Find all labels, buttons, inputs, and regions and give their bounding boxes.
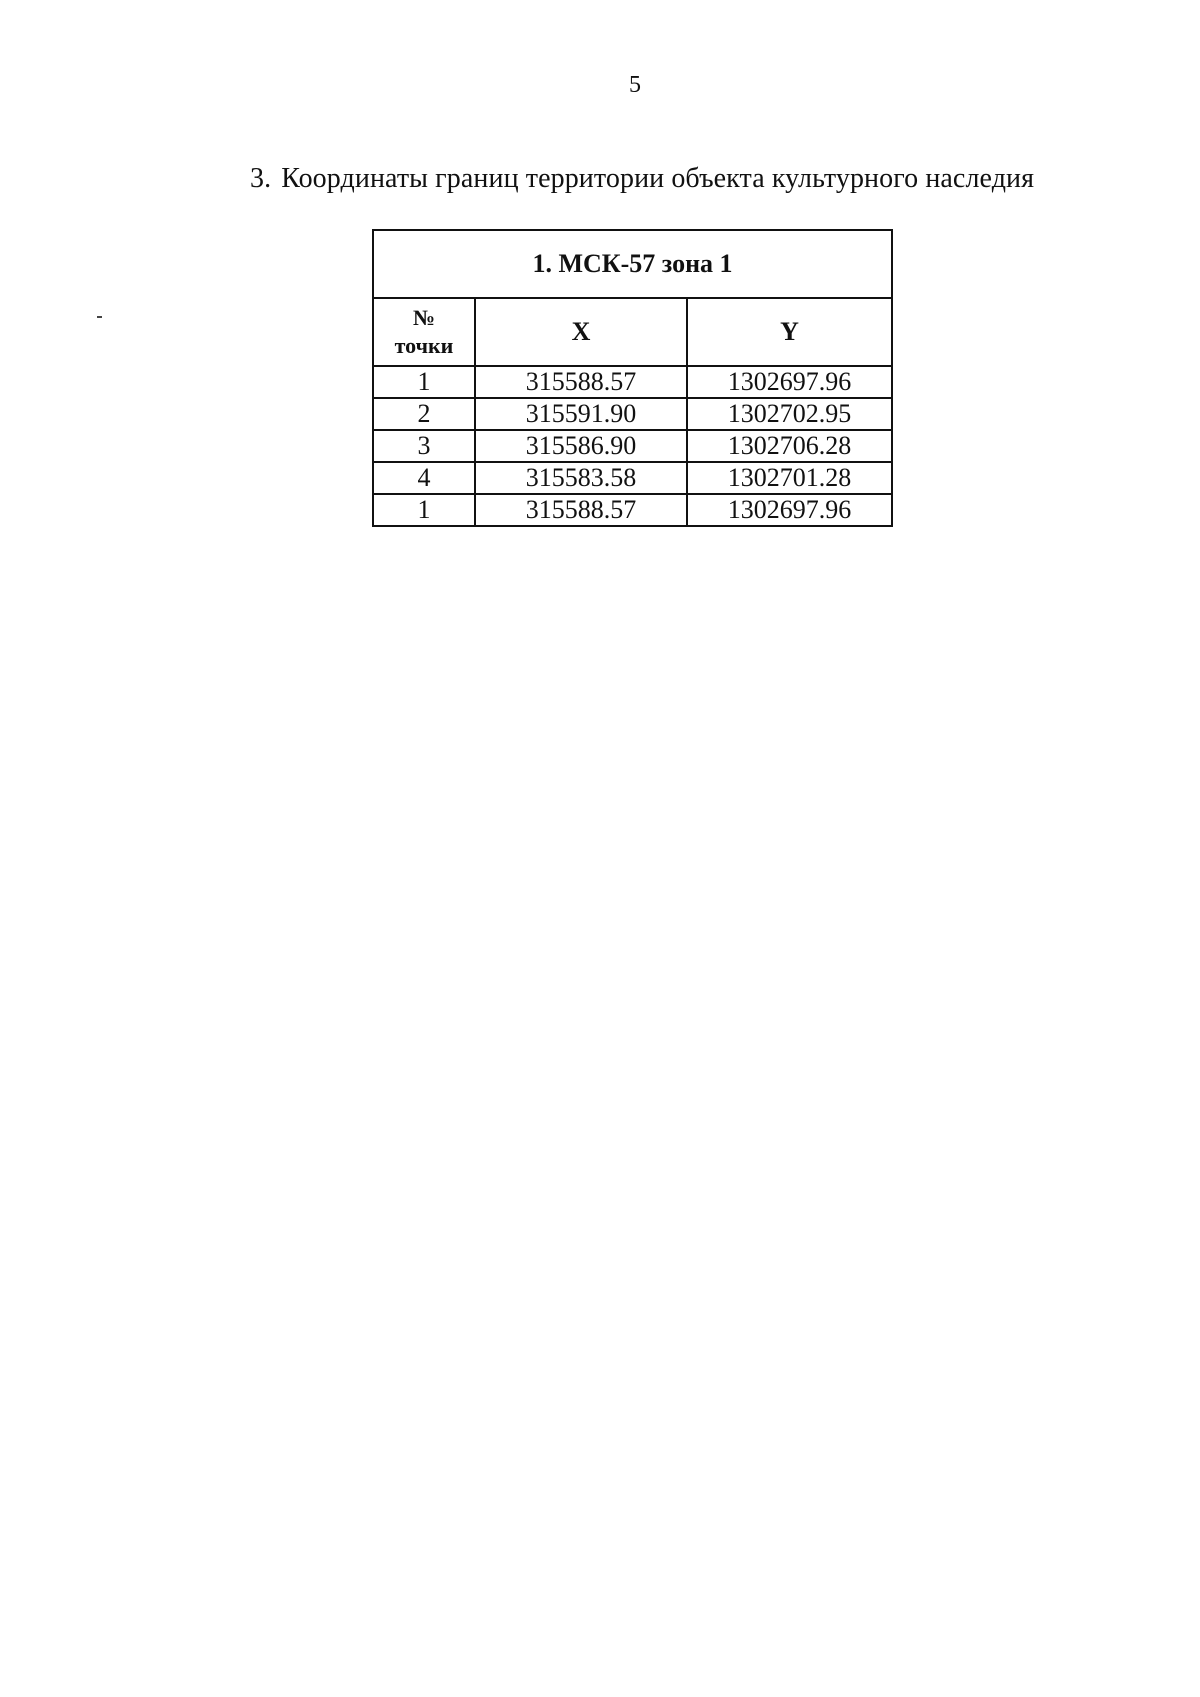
x-coordinate-cell: 315586.90 [475,430,687,462]
table-header-row [373,298,892,366]
point-number-cell: 1 [373,494,475,526]
header-point-number-symbol: № [412,305,436,330]
x-coordinate-cell: 315588.57 [475,494,687,526]
table-row [373,462,892,494]
x-coordinate-cell: 315588.57 [475,366,687,398]
table-row [373,398,892,430]
header-point-number-label: точки [394,333,454,358]
table-row [373,430,892,462]
y-coordinate-cell: 1302697.96 [687,494,892,526]
point-number-cell: 1 [373,366,475,398]
section-number: 3. [250,163,272,194]
table-row [373,494,892,526]
header-x: X [475,298,687,366]
page-number: 5 [629,72,641,98]
section-heading [250,163,1034,195]
table-row [373,366,892,398]
point-number-cell: 4 [373,462,475,494]
scan-artifact-dot [97,316,102,318]
x-coordinate-cell: 315583.58 [475,462,687,494]
y-coordinate-cell: 1302701.28 [687,462,892,494]
section-title: Координаты границ территории объекта культурного наследия [281,163,1035,194]
coordinates-table [372,229,893,527]
table-title: 1. МСК-57 зона 1 [373,230,892,298]
x-coordinate-cell: 315591.90 [475,398,687,430]
table-title-row [373,230,892,298]
header-point-number [373,298,475,366]
y-coordinate-cell: 1302706.28 [687,430,892,462]
header-y: Y [687,298,892,366]
point-number-cell: 2 [373,398,475,430]
point-number-cell: 3 [373,430,475,462]
y-coordinate-cell: 1302702.95 [687,398,892,430]
y-coordinate-cell: 1302697.96 [687,366,892,398]
